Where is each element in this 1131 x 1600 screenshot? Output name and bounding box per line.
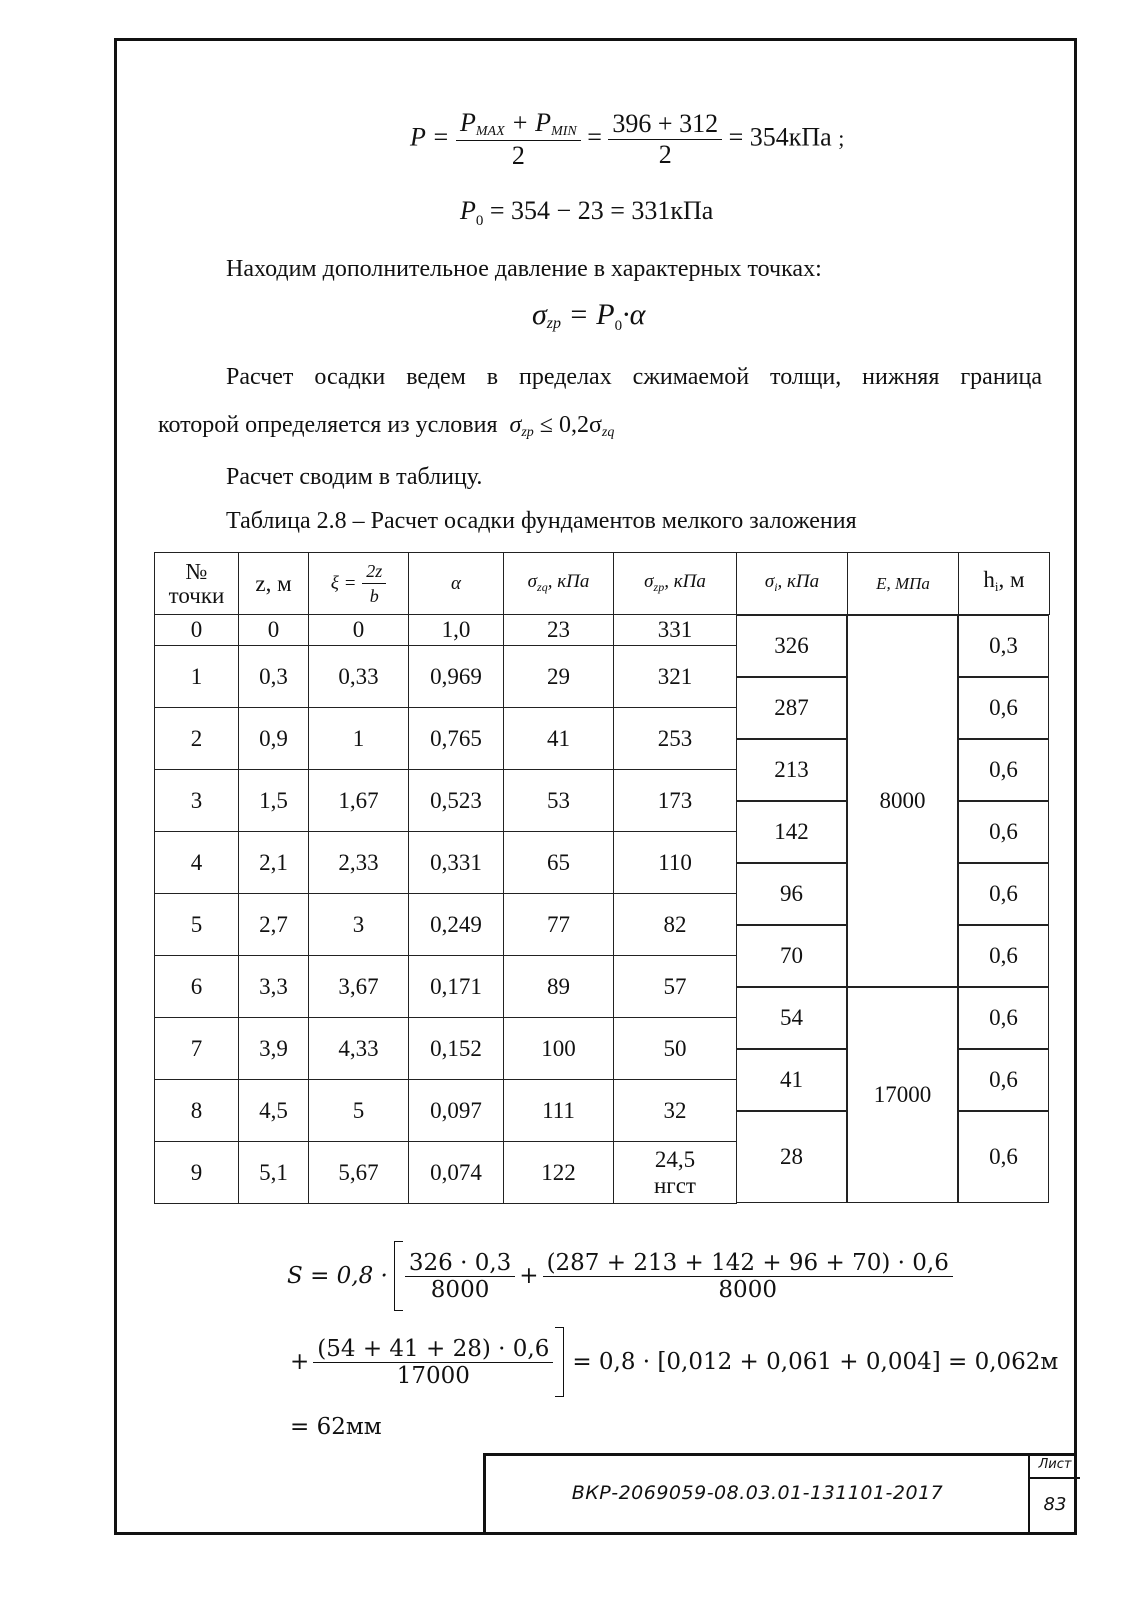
formula-p-semicolon: ; [838, 125, 845, 151]
formula-p-values-denominator: 2 [658, 140, 672, 169]
hi-cell: 0,6 [958, 925, 1049, 987]
header-point-number: № точки [155, 553, 239, 615]
formula-sigma-subscript: zp [546, 315, 562, 332]
cell-z: 4,5 [239, 1080, 309, 1142]
header-sigma-i: σi, кПа [737, 553, 848, 615]
settlement-lhs: S = 0,8 · [287, 1263, 388, 1289]
formula-p-numerator: $P_{MAX} + P_{MIN}$ [456, 108, 581, 141]
header-alpha: α [409, 553, 504, 615]
formula-p-values-fraction [608, 109, 722, 170]
settlement-fraction-2 [543, 1250, 953, 1303]
cell-z: 0,9 [239, 708, 309, 770]
cell-szp: 50 [614, 1018, 737, 1080]
header-sigma-zp: σzp, кПа [614, 553, 737, 615]
cell-szp: 321 [614, 646, 737, 708]
header-sigma-zq: σzq, кПа [504, 553, 614, 615]
cell-alpha: 0,969 [409, 646, 504, 708]
sigma-i-cell: 213 [736, 739, 847, 801]
cell-n: 8 [155, 1080, 239, 1142]
settlement-result: = 0,8 · [0,012 + 0,061 + 0,004] = 0,062м [572, 1349, 1059, 1375]
header-z: z, м [239, 553, 309, 615]
bracket-left [394, 1241, 403, 1311]
e-cell-17000: 17000 [847, 987, 958, 1203]
text-calc-line2: которой определяется из условия $\sigma_{zp} \le 0,2\sigma_{zq}$ [158, 412, 615, 440]
cell-szp: 173 [614, 770, 737, 832]
hi-cell: 0,6 [958, 863, 1049, 925]
cell-szq: 111 [504, 1080, 614, 1142]
cell-szp: 253 [614, 708, 737, 770]
document-code: ВКР-2069059-08.03.01-131101-2017 [571, 1482, 944, 1504]
cell-alpha: 0,152 [409, 1018, 504, 1080]
settlement-final: = 62мм [290, 1414, 382, 1440]
text-calc-line1: Расчет осадки ведем в пределах сжимаемой толщи, нижняя граница [226, 364, 1042, 390]
sigma-i-cell: 28 [736, 1111, 847, 1203]
settlement-plus-2: + [290, 1349, 310, 1375]
cell-szp: 24,5 нгст [614, 1142, 737, 1204]
hi-cell: 0,6 [958, 739, 1049, 801]
cell-n: 5 [155, 894, 239, 956]
cell-szp: 82 [614, 894, 737, 956]
settlement-formula-line1 [287, 1240, 953, 1312]
text-find-pressure: Находим дополнительное давление в характерных точках: [226, 256, 822, 282]
cell-xi: 0,33 [309, 646, 409, 708]
settlement-fraction-3 [313, 1336, 553, 1389]
cell-szq: 41 [504, 708, 614, 770]
formula-sigma-alpha: ·α [622, 298, 646, 331]
settlement-formula-line2 [290, 1326, 1058, 1398]
cell-n: 2 [155, 708, 239, 770]
cell-z: 3,3 [239, 956, 309, 1018]
formula-p0-rest: = 354 − 23 = 331кПа [489, 196, 714, 225]
cell-szq: 23 [504, 615, 614, 646]
cell-z: 2,7 [239, 894, 309, 956]
formula-sigma [532, 298, 645, 335]
sigma-i-cell: 142 [736, 801, 847, 863]
formula-p-values-numerator: 396 + 312 [608, 109, 722, 140]
cond-sub-zq: zq [601, 425, 615, 440]
settlement-fraction-3-num: (54 + 41 + 28) · 0,6 [313, 1336, 553, 1363]
formula-p-equals: = [587, 122, 602, 152]
bracket-right [555, 1327, 564, 1397]
formula-p0-symbol: P [460, 196, 476, 225]
table-header-row [155, 553, 1050, 615]
sigma-i-cell: 326 [736, 615, 847, 677]
cell-xi: 1,67 [309, 770, 409, 832]
formula-p-lhs: P = [410, 122, 450, 152]
cell-szp: 110 [614, 832, 737, 894]
cell-alpha: 1,0 [409, 615, 504, 646]
cell-alpha: 0,765 [409, 708, 504, 770]
sheet-label: Лист [1030, 1453, 1080, 1479]
cell-n: 1 [155, 646, 239, 708]
cell-alpha: 0,523 [409, 770, 504, 832]
settlement-fraction-2-den: 8000 [718, 1276, 777, 1303]
formula-p-result: = 354кПа [728, 122, 832, 152]
text-table-intro: Расчет сводим в таблицу. [226, 464, 483, 490]
cell-szp: 57 [614, 956, 737, 1018]
cell-xi: 5,67 [309, 1142, 409, 1204]
formula-p-denominator: 2 [511, 141, 525, 170]
hi-cell: 0,3 [958, 615, 1049, 677]
offset-columns [736, 614, 1049, 1202]
cell-z: 5,1 [239, 1142, 309, 1204]
sigma-i-cell: 96 [736, 863, 847, 925]
cell-szq: 77 [504, 894, 614, 956]
cell-z: 3,9 [239, 1018, 309, 1080]
formula-sigma-p-subscript: 0 [614, 318, 623, 334]
cell-n: 6 [155, 956, 239, 1018]
cell-alpha: 0,331 [409, 832, 504, 894]
sheet-box [1028, 1453, 1080, 1535]
formula-sigma-rest: = P [568, 298, 615, 331]
formula-sigma-symbol: σ [532, 298, 547, 331]
cell-szp-note: нгст [653, 1172, 696, 1198]
cell-alpha: 0,249 [409, 894, 504, 956]
cell-xi: 4,33 [309, 1018, 409, 1080]
cell-n: 0 [155, 615, 239, 646]
cell-szq: 53 [504, 770, 614, 832]
cell-alpha: 0,074 [409, 1142, 504, 1204]
cond-sigma: σ [509, 412, 522, 438]
cell-xi: 3 [309, 894, 409, 956]
cell-n: 3 [155, 770, 239, 832]
sheet-number: 83 [1043, 1494, 1067, 1515]
formula-p-fraction [456, 108, 581, 171]
cell-xi: 1 [309, 708, 409, 770]
cell-szq: 89 [504, 956, 614, 1018]
cell-n: 7 [155, 1018, 239, 1080]
sigma-i-cell: 41 [736, 1049, 847, 1111]
settlement-fraction-2-num: (287 + 213 + 142 + 96 + 70) · 0,6 [543, 1250, 953, 1277]
cell-szq: 122 [504, 1142, 614, 1204]
hi-cell: 0,6 [958, 987, 1049, 1049]
cond-sub-zp: zp [521, 425, 534, 440]
cond-middle: ≤ 0,2σ [539, 412, 602, 438]
sigma-i-cell: 54 [736, 987, 847, 1049]
cell-xi: 5 [309, 1080, 409, 1142]
table-caption: Таблица 2.8 – Расчет осадки фундаментов мелкого заложения [226, 508, 857, 534]
header-xi: ξ = $\frac{2z}{b}$ [309, 553, 409, 615]
formula-p0-subscript: 0 [475, 213, 484, 229]
settlement-fraction-3-den: 17000 [396, 1362, 470, 1389]
hi-cell: 0,6 [958, 801, 1049, 863]
title-block [483, 1453, 1077, 1535]
cell-xi: 3,67 [309, 956, 409, 1018]
cell-alpha: 0,171 [409, 956, 504, 1018]
settlement-fraction-1 [405, 1250, 515, 1303]
cell-xi: 2,33 [309, 832, 409, 894]
cell-szp: 331 [614, 615, 737, 646]
settlement-fraction-1-den: 8000 [430, 1276, 490, 1303]
formula-p0 [460, 196, 713, 230]
cell-szq: 29 [504, 646, 614, 708]
header-hi: hi, м [959, 553, 1050, 615]
cell-szp: 32 [614, 1080, 737, 1142]
cell-n: 9 [155, 1142, 239, 1204]
cell-szq: 100 [504, 1018, 614, 1080]
cell-xi: 0 [309, 615, 409, 646]
cell-alpha: 0,097 [409, 1080, 504, 1142]
hi-cell: 0,6 [958, 677, 1049, 739]
cell-szq: 65 [504, 832, 614, 894]
header-e: E, МПа [848, 553, 959, 615]
cell-z: 2,1 [239, 832, 309, 894]
cell-z: 1,5 [239, 770, 309, 832]
hi-cell: 0,6 [958, 1111, 1049, 1203]
cell-z: 0,3 [239, 646, 309, 708]
e-cell-8000: 8000 [847, 615, 958, 987]
settlement-fraction-1-num: 326 · 0,3 [405, 1250, 515, 1277]
settlement-plus-1: + [519, 1263, 539, 1289]
cell-z: 0 [239, 615, 309, 646]
cell-n: 4 [155, 832, 239, 894]
sigma-i-cell: 287 [736, 677, 847, 739]
formula-p [410, 108, 844, 171]
sigma-i-cell: 70 [736, 925, 847, 987]
hi-cell: 0,6 [958, 1049, 1049, 1111]
